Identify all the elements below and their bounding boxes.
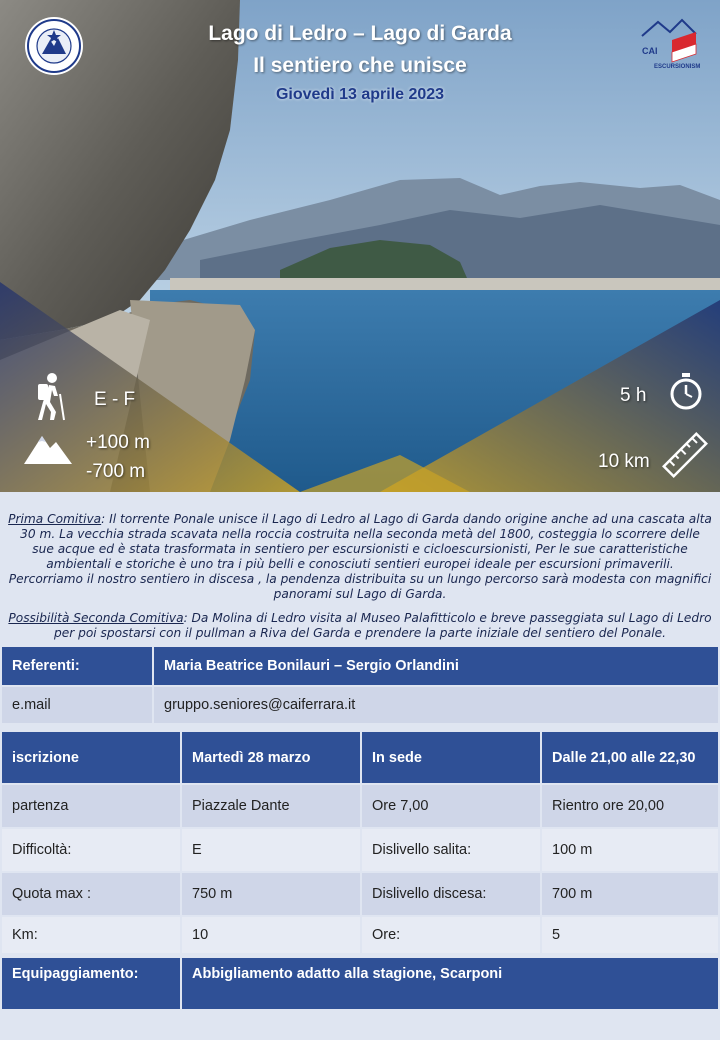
second-group-paragraph [8,611,712,641]
second-group-label: Possibilità Seconda Comitiva [8,611,184,625]
referenti-label: Referenti: [2,647,152,685]
hours-label: Ore: [362,917,540,953]
registration-cell-0: iscrizione [2,732,180,783]
email-label: e.mail [2,687,152,723]
email-row [2,687,718,723]
registration-cell-2: In sede [362,732,540,783]
referenti-row [2,647,718,685]
table-row [2,829,718,871]
duration-stat: 5 h [620,385,647,406]
departure-place: Piazzale Dante [182,785,360,827]
contacts-table [0,645,720,725]
km-value: 10 [182,917,360,953]
departure-time: Ore 7,00 [362,785,540,827]
title-line-2: Il sentiero che unisce [253,54,467,77]
mountain-icon [24,432,72,466]
descent-stat: -700 m [86,461,146,482]
departure-label: partenza [2,785,180,827]
difficulty-value: E [182,829,360,871]
ruler-icon [660,430,710,480]
descent-label: Dislivello discesa: [362,873,540,915]
event-date: Giovedì 13 aprile 2023 [275,86,445,103]
table-row [2,785,718,827]
equipment-value: Abbigliamento adatto alla stagione, Scarponi [182,958,718,1009]
first-group-text: : Il torrente Ponale unisce il Lago di Ledro al Lago di Garda dando origine anche ad una cascata alta 30 m. La vecchia strada scavata nella roccia costruita nella seconda metà del 1800, costeggia lo scorrere delle sue acque ed è stata trasformata in sentiero per escursionisti e cicloescursionisti, Per le sue caratteristiche ambientali e storiche è uno tra i più belli e conosciuti sentieri europei ideale per escursioni primaverili. Percorriamo il nostro sentiero in discesa , la pendenza distribuita su un lungo percorso sarà modesta con magnifici panorami sul Lago di Garda. [8,512,712,601]
table-row [2,873,718,915]
cai-escursionismo-logo [638,14,700,70]
stopwatch-icon [668,372,704,412]
descent-value: 700 m [542,873,718,915]
email-value[interactable]: gruppo.seniores@caiferrara.it [154,687,718,723]
ascent-stat: +100 m [86,432,150,453]
cai-text: CAI [642,46,658,56]
distance-stat: 10 km [598,451,650,472]
km-label: Km: [2,917,180,953]
details-table [0,730,720,955]
hiker-icon [30,372,70,422]
trip-description [8,512,712,650]
registration-cell-3: Dalle 21,00 alle 22,30 [542,732,718,783]
ascent-value: 100 m [542,829,718,871]
hero-image [0,0,720,492]
max-altitude-label: Quota max : [2,873,180,915]
table-row [2,917,718,953]
first-group-label: Prima Comitiva [8,512,102,526]
equipment-label: Equipaggiamento: [2,958,180,1009]
difficulty-stat: E - F [94,389,136,410]
second-group-text: : Da Molina di Ledro visita al Museo Palafitticolo e breve passeggiata sul Lago di Ledro per poi spostarsi con il pullman a Riva del Garda e prendere la parte iniziale del sentiero del Ponale. [53,611,712,640]
max-altitude-value: 750 m [182,873,360,915]
difficulty-label: Difficoltà: [2,829,180,871]
ascent-label: Dislivello salita: [362,829,540,871]
escursionismo-text: ESCURSIONISMO [654,64,700,70]
club-emblem-logo [24,16,84,76]
return-time: Rientro ore 20,00 [542,785,718,827]
referenti-value: Maria Beatrice Bonilauri – Sergio Orlandini [154,647,718,685]
registration-row [2,732,718,783]
first-group-paragraph [8,512,712,602]
hours-value: 5 [542,917,718,953]
registration-cell-1: Martedì 28 marzo [182,732,360,783]
title-line-1: Lago di Ledro – Lago di Garda [208,22,512,45]
equipment-table [0,956,720,1011]
equipment-row [2,958,718,1009]
